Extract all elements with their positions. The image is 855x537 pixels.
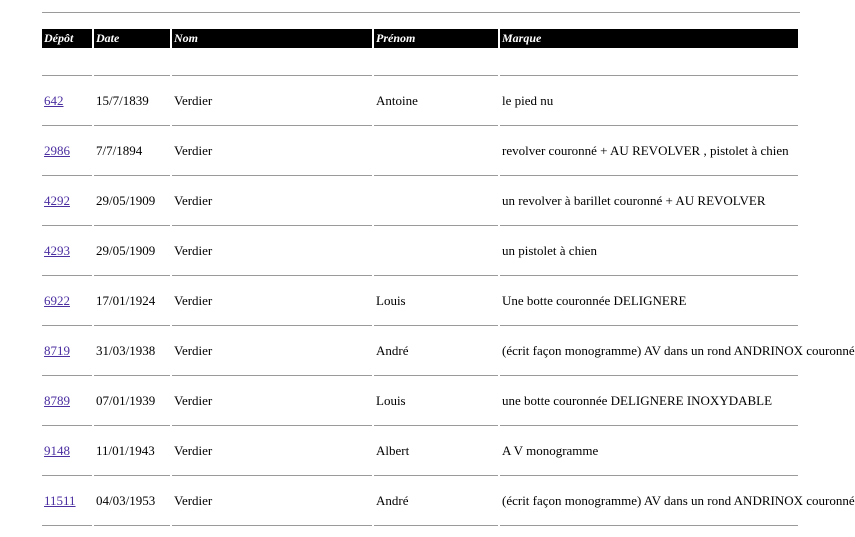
cell-depot [42,476,92,526]
table-row [42,326,798,376]
cell-marque: (écrit façon monogramme) AV dans un rond ANDRINOX couronné [500,476,798,526]
cell-depot [42,376,92,426]
cell-marque: un pistolet à chien [500,226,798,276]
cell-nom: Verdier [172,476,372,526]
depot-link[interactable]: 4293 [44,242,70,258]
depot-link[interactable]: 6922 [44,292,70,308]
cell-prenom: Louis [374,276,498,326]
cell-depot [42,276,92,326]
cell-marque: Une botte couronnée DELIGNERE [500,276,798,326]
cell-nom: Verdier [172,326,372,376]
table-row [42,226,798,276]
cell-marque: une botte couronnée DELIGNERE INOXYDABLE [500,376,798,426]
cell-date: 07/01/1939 [94,376,170,426]
cell-prenom: André [374,326,498,376]
cell-nom: Verdier [172,126,372,176]
cell-marque: un revolver à barillet couronné + AU REVOLVER [500,176,798,226]
cell-date: 17/01/1924 [94,276,170,326]
cell-prenom [374,226,498,276]
cell-marque: le pied nu [500,76,798,126]
header-prenom: Prénom [374,29,498,48]
cell-depot [42,176,92,226]
cell-prenom [374,126,498,176]
cell-nom: Verdier [172,376,372,426]
cell-prenom [374,176,498,226]
cell-date: 29/05/1909 [94,226,170,276]
table-row [42,476,798,526]
cell-date: 04/03/1953 [94,476,170,526]
cell-nom: Verdier [172,176,372,226]
table-body [42,48,855,526]
top-divider [42,12,800,13]
header-nom: Nom [172,29,372,48]
table-row [42,276,798,326]
cell-marque: revolver couronné + AU REVOLVER , pistolet à chien [500,126,798,176]
cell-marque: (écrit façon monogramme) AV dans un rond ANDRINOX couronné [500,326,798,376]
cell-date: 31/03/1938 [94,326,170,376]
cell-depot [42,426,92,476]
header-row [42,29,798,48]
depot-link[interactable]: 8719 [44,342,70,358]
cell-nom: Verdier [172,426,372,476]
cell-date: 29/05/1909 [94,176,170,226]
depot-link[interactable]: 4292 [44,192,70,208]
cell-date: 11/01/1943 [94,426,170,476]
header-depot: Dépôt [42,29,92,48]
depot-link[interactable]: 9148 [44,442,70,458]
spacer-row [42,48,798,76]
table-row [42,126,798,176]
cell-date: 15/7/1839 [94,76,170,126]
table-row [42,426,798,476]
cell-prenom: Albert [374,426,498,476]
table-header [42,29,798,48]
depot-link[interactable]: 2986 [44,142,70,158]
cell-prenom: Louis [374,376,498,426]
cell-marque: A V monogramme [500,426,798,476]
cell-prenom: Antoine [374,76,498,126]
table-row [42,376,798,426]
table-row [42,76,798,126]
depot-link[interactable]: 11511 [44,492,76,508]
depot-link[interactable]: 8789 [44,392,70,408]
cell-nom: Verdier [172,276,372,326]
cell-depot [42,126,92,176]
cell-date: 7/7/1894 [94,126,170,176]
cell-depot [42,226,92,276]
cell-prenom: André [374,476,498,526]
depot-link[interactable]: 642 [44,92,64,108]
cell-depot [42,326,92,376]
header-date: Date [94,29,170,48]
trademark-table [40,29,855,526]
cell-depot [42,76,92,126]
cell-nom: Verdier [172,76,372,126]
header-marque: Marque [500,29,798,48]
table-row [42,176,798,226]
cell-nom: Verdier [172,226,372,276]
